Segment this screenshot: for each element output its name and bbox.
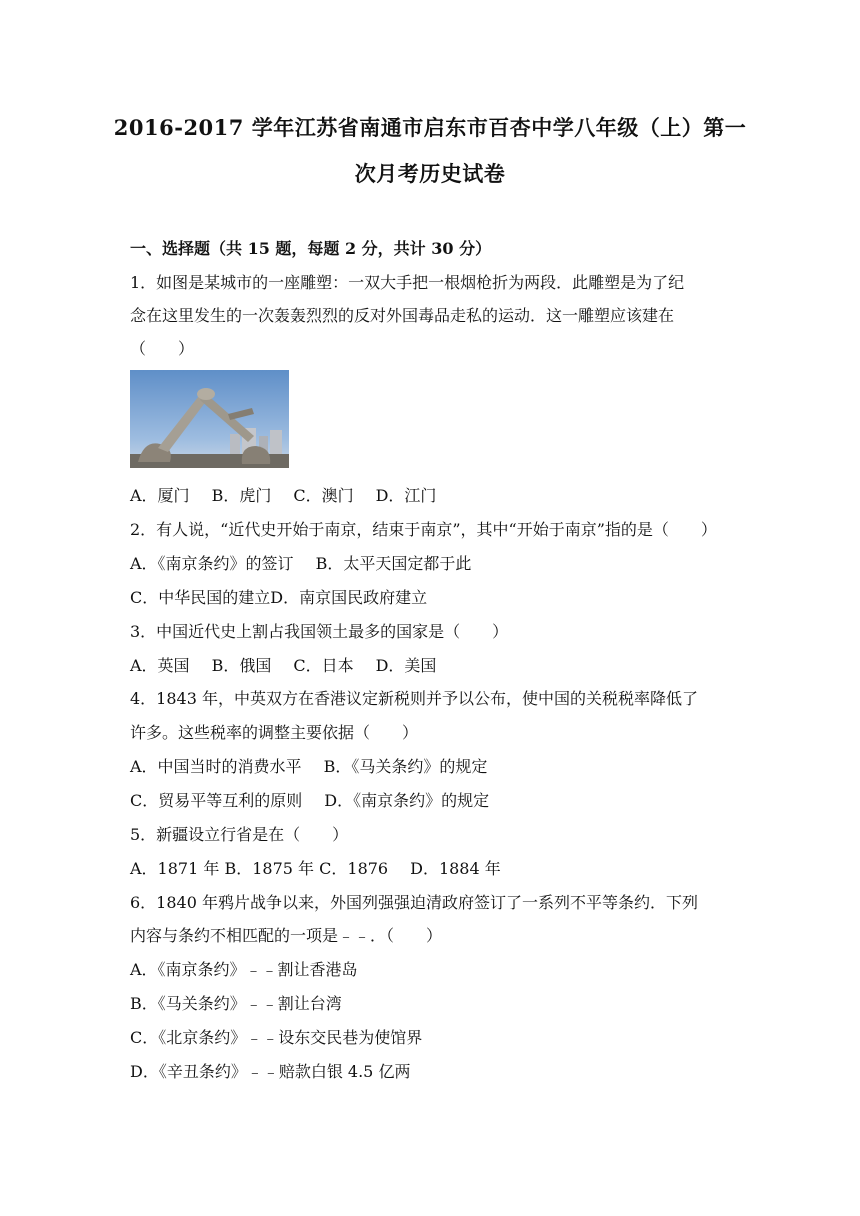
- q5-option-a: A．1871 年: [130, 859, 220, 878]
- q1-option-a: A．厦门: [130, 486, 190, 505]
- q4-options-row-2: [130, 788, 730, 811]
- q6-option-b: B．《马关条约》﹣﹣割让台湾: [130, 994, 342, 1013]
- q5-option-d: D．1884 年: [410, 859, 501, 878]
- exam-title-line-2: 次月考历史试卷: [354, 161, 506, 186]
- q6-option-d: D．《辛丑条约》﹣﹣赔款白银 4.5 亿两: [130, 1062, 411, 1081]
- q1-option-d: D．江门: [375, 486, 437, 505]
- q1-option-c: C．澳门: [293, 486, 354, 505]
- q4-stem-line-1: 4．1843 年，中英双方在香港议定新税则并予以公布，使中国的关税税率降低了: [130, 689, 698, 708]
- q4-options-row-1: [130, 754, 730, 777]
- q4-option-b: B．《马关条约》的规定: [323, 757, 488, 776]
- q5-stem: 5．新疆设立行省是在（ ）: [130, 825, 349, 844]
- exam-title-line-1: 2016-2017 学年江苏省南通市启东市百杏中学八年级（上）第一: [113, 115, 747, 140]
- q3-options: [130, 653, 730, 676]
- q3-option-a: A．英国: [130, 656, 190, 675]
- q2-option-c: C．中华民国的建立: [130, 588, 271, 607]
- q3-option-c: C．日本: [293, 656, 354, 675]
- q4-stem-line-2: 许多。这些税率的调整主要依据（ ）: [130, 723, 419, 742]
- section-heading: 一、选择题（共 15 题，每题 2 分，共计 30 分）: [130, 239, 492, 258]
- q2-options-row-1: [130, 551, 730, 574]
- q1-stem-line-3: （ ）: [130, 339, 195, 358]
- q6-option-c: C．《北京条约》﹣﹣设东交民巷为使馆界: [130, 1028, 423, 1047]
- q6-stem-line-1: 6．1840 年鸦片战争以来，外国列强强迫清政府签订了一系列不平等条约．下列: [130, 893, 698, 912]
- q6-option-a: A．《南京条约》﹣﹣割让香港岛: [130, 960, 358, 979]
- q1-option-b: B．虎门: [211, 486, 272, 505]
- q3-option-b: B．俄国: [211, 656, 272, 675]
- q1-options: [130, 483, 730, 506]
- q5-options: [130, 856, 730, 879]
- q3-option-d: D．美国: [375, 656, 437, 675]
- q2-stem: 2．有人说，“近代史开始于南京，结束于南京”，其中“开始于南京”指的是（ ）: [130, 520, 717, 539]
- sculpture-photo: [130, 370, 289, 468]
- q2-option-a: A．《南京条约》的签订: [130, 554, 294, 573]
- q1-stem-line-2: 念在这里发生的一次轰轰烈烈的反对外国毒品走私的运动．这一雕塑应该建在: [130, 306, 675, 325]
- q6-stem-line-2: 内容与条约不相匹配的一项是﹣﹣．（ ）: [130, 926, 443, 945]
- q3-stem: 3．中国近代史上割占我国领土最多的国家是（ ）: [130, 622, 509, 641]
- q2-option-d: D．南京国民政府建立: [270, 588, 428, 607]
- q5-option-b: B．1875 年: [224, 859, 315, 878]
- q4-option-d: D．《南京条约》的规定: [324, 791, 490, 810]
- q4-option-c: C．贸易平等互利的原则: [130, 791, 303, 810]
- q2-option-b: B．太平天国定都于此: [315, 554, 472, 573]
- q4-option-a: A．中国当时的消费水平: [130, 757, 302, 776]
- q1-stem-line-1: 1．如图是某城市的一座雕塑：一双大手把一根烟枪折为两段．此雕塑是为了纪: [130, 273, 685, 292]
- q5-option-c: C．1876: [319, 859, 389, 878]
- q2-options-row-2: [130, 585, 730, 608]
